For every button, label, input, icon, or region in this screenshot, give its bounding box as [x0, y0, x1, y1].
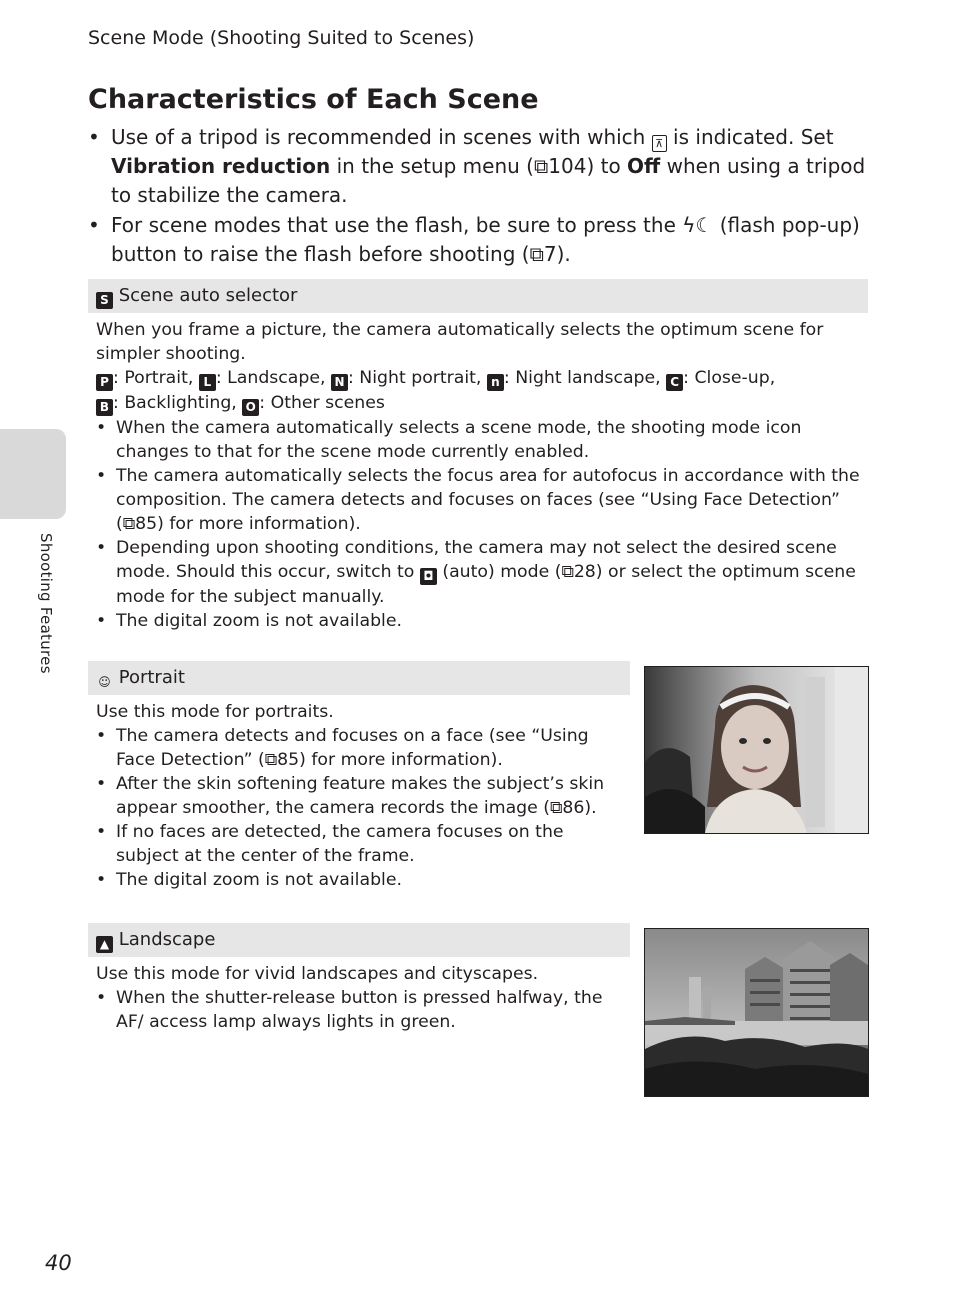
- night-portrait-icon: N: [331, 374, 348, 391]
- list-item: • The camera detects and focuses on a face (see “Using Face Detection” (⧉85) for more information).: [96, 726, 589, 770]
- close-up-icon: C: [666, 374, 683, 391]
- auto-mode-icon: ◘: [420, 568, 437, 585]
- list-item: • If no faces are detected, the camera focuses on the subject at the center of the frame.: [96, 822, 564, 866]
- list-item: • The digital zoom is not available.: [96, 611, 402, 631]
- scene-auto-icon: S: [96, 292, 113, 309]
- intro-bullet-flash: • For scene modes that use the flash, be sure to press the ϟ☾ (flash pop-up) button to raise the flash before shooting (⧉7).: [88, 213, 860, 266]
- scene-auto-intro: When you frame a picture, the camera automatically selects the optimum scene for simpler shooting.: [96, 320, 824, 364]
- section-title: Characteristics of Each Scene: [88, 84, 539, 115]
- manual-reference-icon: ⧉: [533, 154, 549, 178]
- flash-popup-icon: ϟ☾: [682, 213, 714, 237]
- off-label: Off: [627, 154, 661, 178]
- list-item: • When the camera automatically selects a scene mode, the shooting mode icon changes to that for the scene mode currently enabled.: [96, 418, 802, 462]
- landscape-sample-photo: [644, 928, 869, 1097]
- manual-reference-icon: ⧉: [529, 242, 544, 266]
- chapter-tab: [0, 429, 66, 519]
- scene-auto-selector-body: [96, 318, 860, 633]
- list-item: • The digital zoom is not available.: [96, 870, 402, 890]
- other-scenes-icon: O: [242, 399, 259, 416]
- portrait-header: ☺ Portrait: [88, 661, 630, 695]
- manual-reference-icon: ⧉: [550, 798, 563, 818]
- portrait-sample-photo: [644, 666, 869, 834]
- running-head: Scene Mode (Shooting Suited to Scenes): [88, 27, 475, 49]
- list-item: • The camera automatically selects the focus area for autofocus in accordance with the composition. The camera detects and focuses on faces (see “Using Face Detection” (⧉85) for more information).: [96, 466, 860, 534]
- backlighting-icon: B: [96, 399, 113, 416]
- portrait-intro: Use this mode for portraits.: [96, 702, 334, 722]
- intro-list: [88, 123, 878, 270]
- landscape-header: ▲ Landscape: [88, 923, 630, 957]
- landscape-icon: ▲: [96, 936, 113, 953]
- portrait-icon: P: [96, 374, 113, 391]
- tripod-icon: ⊼: [652, 135, 667, 152]
- chapter-label: Shooting Features: [37, 533, 55, 674]
- landscape-photo-graphic: [645, 929, 868, 1096]
- manual-reference-icon: ⧉: [561, 562, 574, 582]
- list-item: • When the shutter-release button is pressed halfway, the AF/ access lamp always lights in green.: [96, 988, 603, 1032]
- list-item: • Depending upon shooting conditions, the camera may not select the desired scene mode. Should this occur, switch to ◘ (auto) mode (⧉28) or select the optimum scene mode for the subject manually.: [96, 538, 856, 607]
- scene-auto-selector-header: S Scene auto selector: [88, 279, 868, 313]
- portrait-photo-graphic: [645, 667, 868, 833]
- landscape-intro: Use this mode for vivid landscapes and cityscapes.: [96, 964, 539, 984]
- page-number: 40: [45, 1251, 72, 1275]
- list-item: • After the skin softening feature makes the subject’s skin appear smoother, the camera records the image (⧉86).: [96, 774, 605, 818]
- landscape-body: [96, 962, 618, 1034]
- night-landscape-icon: n: [487, 374, 504, 391]
- intro-bullet-tripod: • Use of a tripod is recommended in scenes with which ⊼ is indicated. Set Vibration reduction in the setup menu (⧉104) to Off when using a tripod to stabilize the camera.: [88, 125, 866, 207]
- manual-reference-icon: ⧉: [122, 514, 136, 534]
- scene-auto-scene-list: P : Portrait, L : Landscape, N : Night portrait, n : Night landscape, C : Close-up, B : Backlighting, O : Other scenes: [96, 366, 860, 416]
- portrait-body: [96, 700, 618, 892]
- landscape-icon: L: [199, 374, 216, 391]
- vibration-reduction-label: Vibration reduction: [111, 154, 331, 178]
- manual-reference-icon: ⧉: [264, 750, 278, 770]
- portrait-icon: ☺: [98, 675, 111, 689]
